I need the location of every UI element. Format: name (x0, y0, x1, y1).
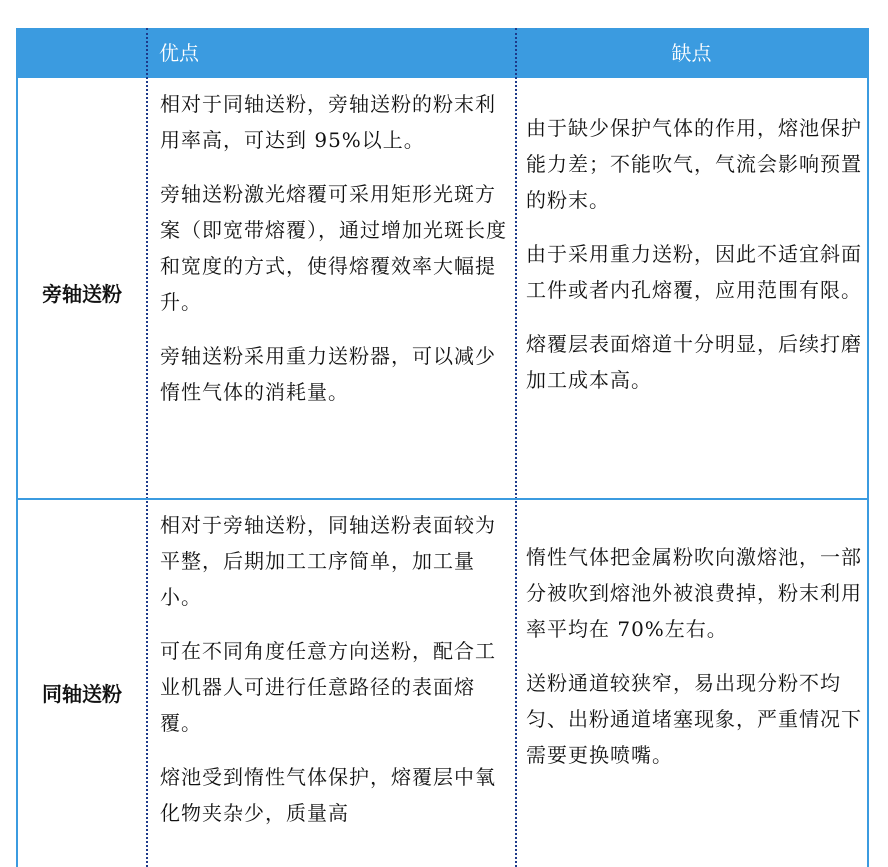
row-1-pro-2: 旁轴送粉激光熔覆可采用矩形光斑方案（即宽带熔覆），通过增加光斑长度和宽度的方式，使得熔覆效率大幅提升。 (160, 182, 507, 314)
row-1-pro-1: 相对于同轴送粉，旁轴送粉的粉末利用率高，可达到 95%以上。 (160, 92, 496, 152)
header-cons: 缺点 (671, 41, 712, 65)
row-1-con-3: 熔覆层表面熔道十分明显，后续打磨加工成本高。 (526, 332, 862, 392)
row-2-con-1: 惰性气体把金属粉吹向激熔池，一部分被吹到熔池外被浪费掉，粉末利用率平均在 70%左右。 (526, 545, 862, 641)
row-label-coaxial-feed: 同轴送粉 (42, 682, 122, 706)
header-empty-cell (18, 28, 147, 78)
row-label-side-feed: 旁轴送粉 (42, 282, 122, 306)
row-1-pros (160, 86, 512, 410)
row-1-cons (526, 110, 864, 398)
row-2-pro-2: 可在不同角度任意方向送粉，配合工业机器人可进行任意路径的表面熔覆。 (160, 639, 496, 735)
row-1-pro-3: 旁轴送粉采用重力送粉器，可以减少惰性气体的消耗量。 (160, 344, 496, 404)
row-2-pros (160, 507, 512, 831)
row-2-pro-1: 相对于旁轴送粉，同轴送粉表面较为平整，后期加工工序简单，加工量小。 (160, 513, 496, 609)
row-2-pro-3: 熔池受到惰性气体保护，熔覆层中氧化物夹杂少，质量高 (160, 765, 496, 825)
row-divider (18, 498, 867, 500)
row-2-con-2: 送粉通道较狭窄，易出现分粉不均匀、出粉通道堵塞现象，严重情况下需要更换喷嘴。 (526, 671, 862, 767)
row-1-con-1: 由于缺少保护气体的作用，熔池保护能力差；不能吹气，气流会影响预置的粉末。 (526, 116, 862, 212)
row-1-con-2: 由于采用重力送粉，因此不适宜斜面工件或者内孔熔覆，应用范围有限。 (526, 242, 862, 302)
column-divider-2 (515, 28, 517, 867)
header-pros: 优点 (159, 41, 199, 65)
column-divider-1 (146, 28, 148, 867)
row-2-cons (526, 539, 864, 773)
comparison-table (16, 28, 869, 867)
